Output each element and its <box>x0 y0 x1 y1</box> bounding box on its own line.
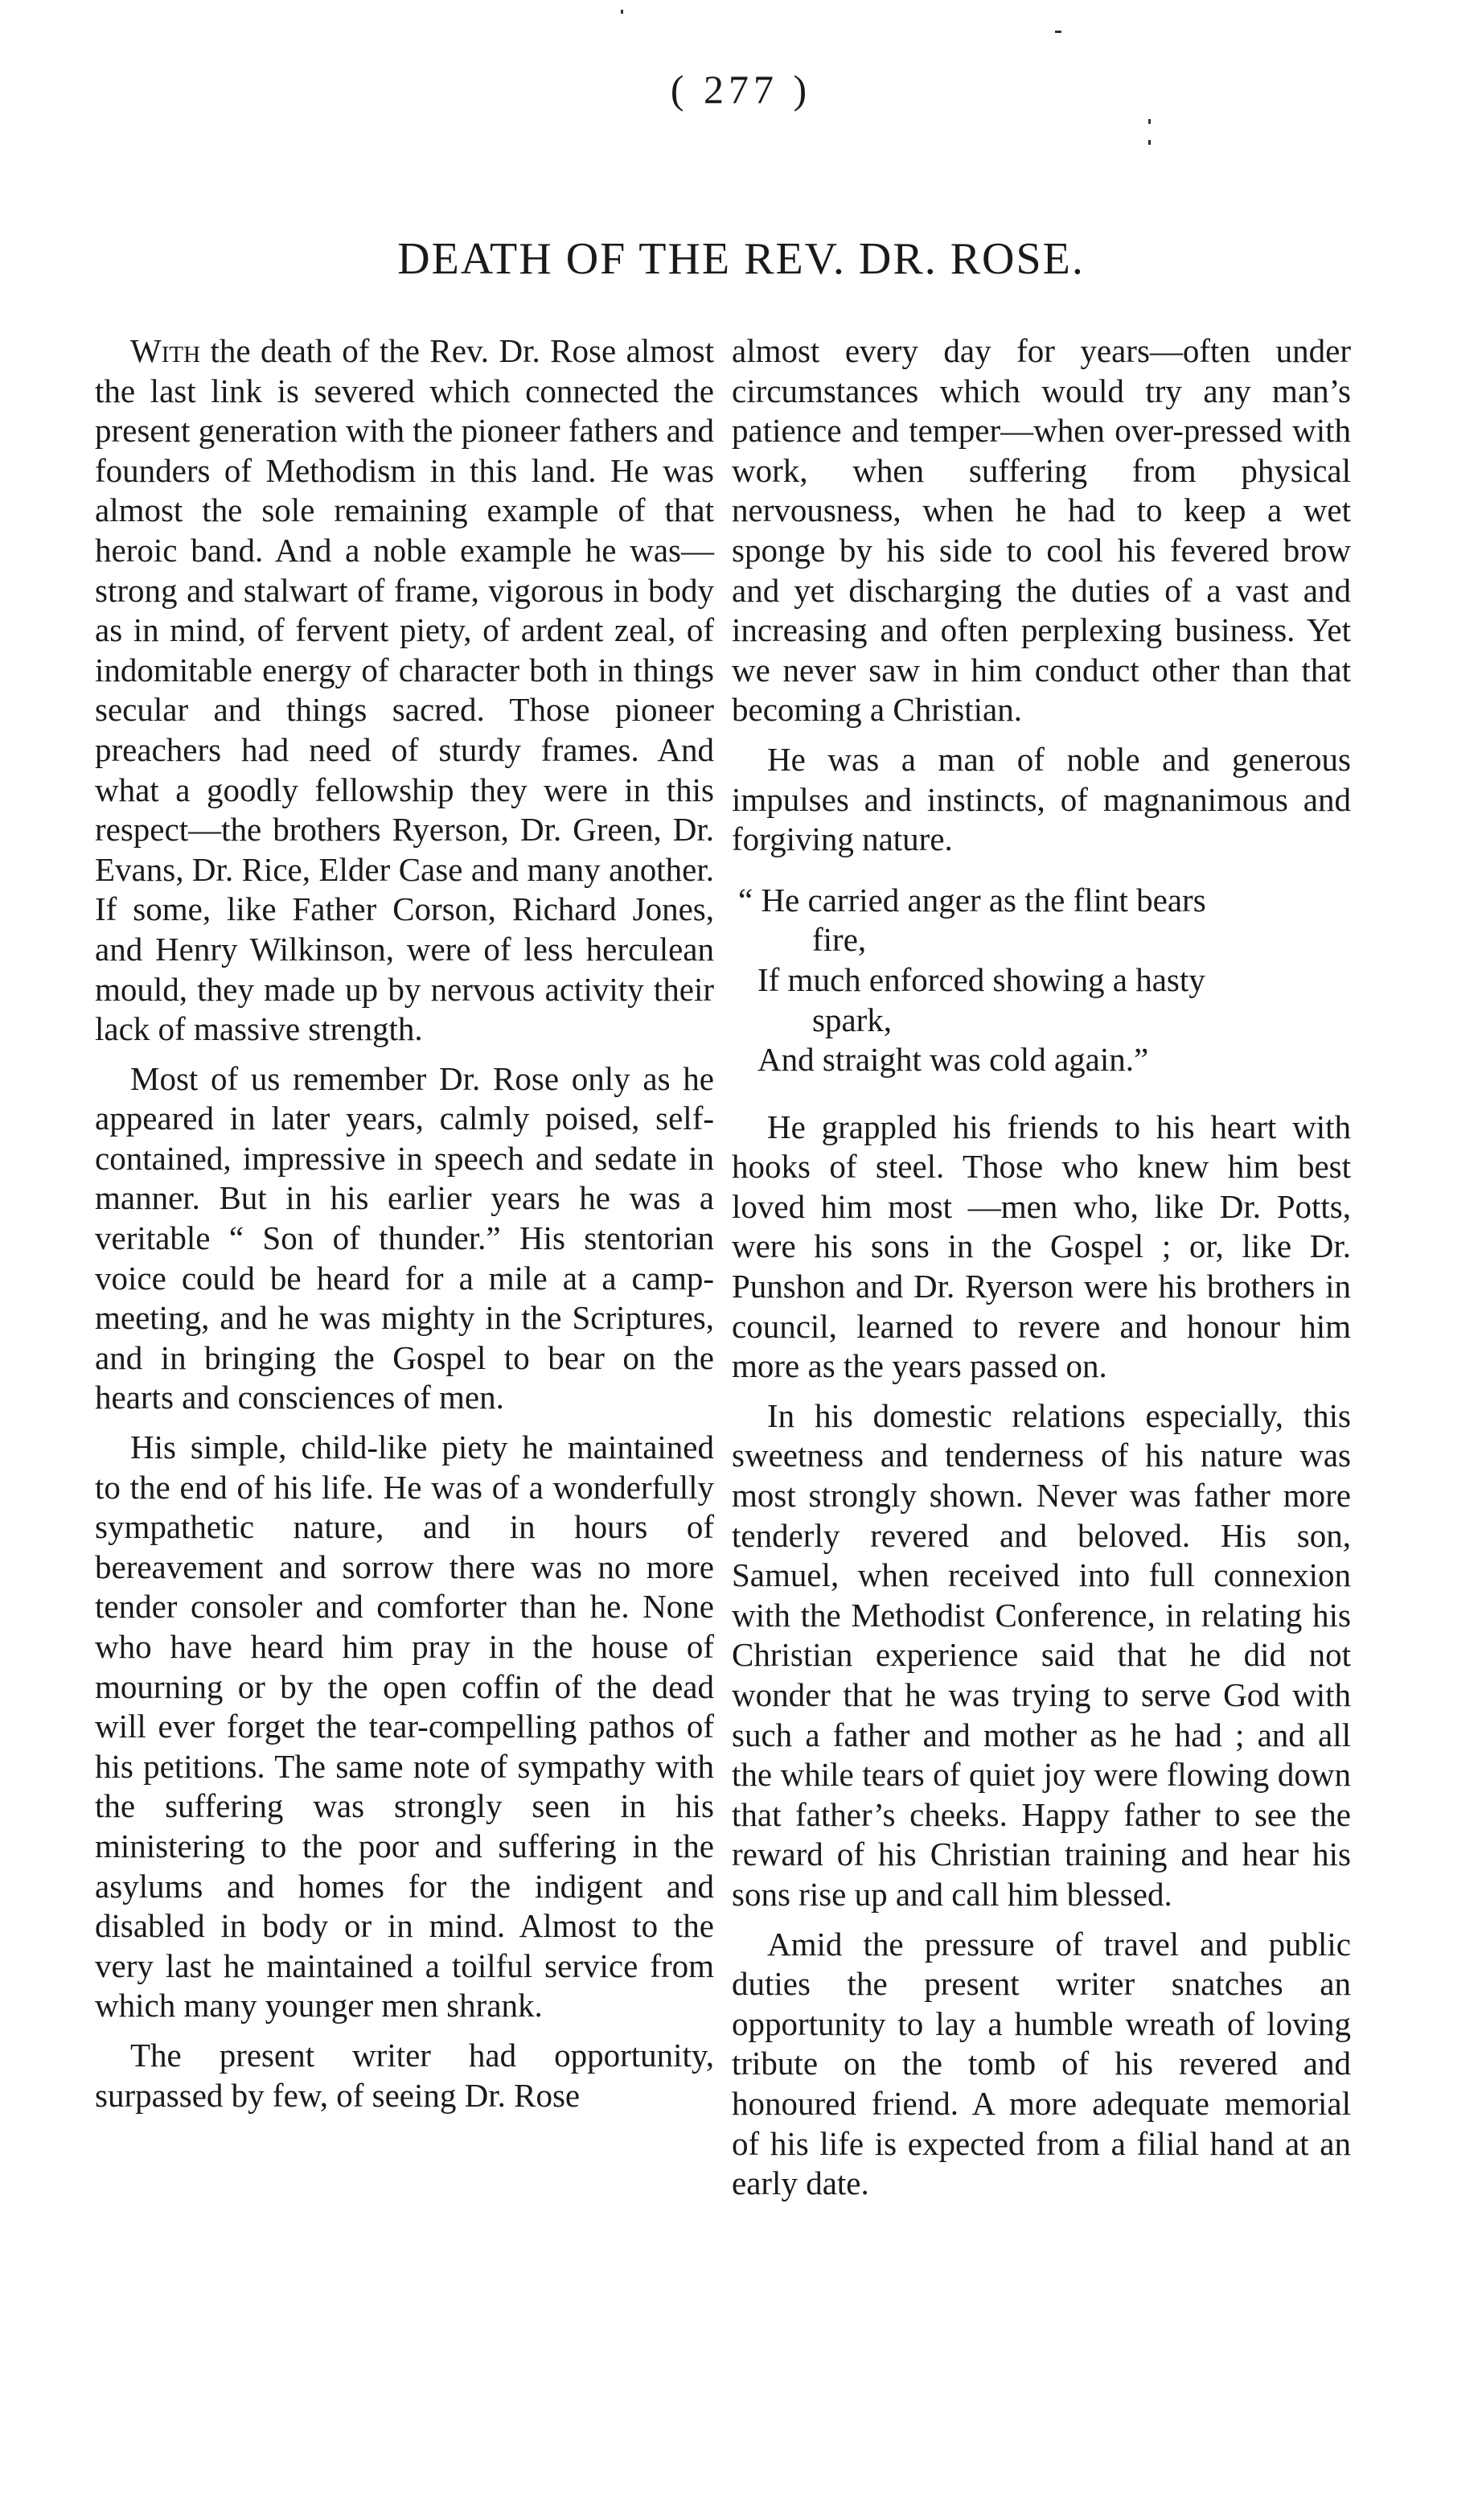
print-speck <box>1055 31 1061 33</box>
quote-line: And straight was cold again.” <box>757 1041 1149 1079</box>
paragraph: He grappled his friends to his heart with hooks of steel. Those who knew him best loved him most —men who, like Dr. Potts, were his sons in the Gospel ; or, like Dr. Punshon and Dr. Ryerson were his brothers in council, learned to revere and honour him more as the years passed on. <box>732 1108 1351 1385</box>
page-number: ( 277 ) <box>670 67 812 112</box>
quote-line: “ He carried anger as the flint bears <box>738 881 1206 919</box>
quote-line: spark, <box>812 1001 893 1038</box>
paragraph: almost every day for years—often under circumstances which would try any man’s patience and temper—when over-pressed with work, when suffering from physical nervousness, when he had to keep a wet sponge by his side to cool his fevered brow and yet discharging the duties of a vast and increasing and often perplexing business. Yet we never saw in him conduct other than that becoming a Christian. <box>732 332 1351 729</box>
print-speck <box>621 10 623 14</box>
right-column <box>732 331 1351 2204</box>
print-speck <box>1148 119 1151 124</box>
verse-quote <box>732 881 1351 1080</box>
paragraph: In his domestic relations especially, this sweetness and tenderness of his nature was most strongly shown. Never was father more tenderly revered and beloved. His son, Samuel, when received into full connexion with the Methodist Conference, in relating his Christian experience said that he did not wonder that he was trying to serve God with such a father and mother as he had ; and all the while tears of quiet joy were flowing down that father’s cheeks. Happy father to see the reward of his Christian training and hear his sons rise up and call him blessed. <box>732 1396 1351 1913</box>
print-speck <box>1148 140 1151 145</box>
paragraph: Most of us remember Dr. Rose only as he appeared in later years, calmly poised, self-contained, impressive in speech and sedate in manner. But in his earlier years he was a veritable “ Son of thunder.” His stentorian voice could be heard for a mile at a camp-meeting, and he was mighty in the Scriptures, and in bringing the Gospel to bear on the hearts and consciences of men. <box>95 1059 714 1416</box>
paragraph: The present writer had opportunity, surpassed by few, of seeing Dr. Rose <box>95 2036 714 2114</box>
paragraph: Amid the pressure of travel and public duties the present writer snatches an opportunity to lay a humble wreath of loving tribute on the tomb of his revered and honoured friend. A more adequate memorial of his life is expected from a filial hand at an early date. <box>732 1925 1351 2202</box>
drop-word: With <box>130 332 201 369</box>
paragraph <box>95 331 714 1050</box>
paragraph: He was a man of noble and generous impulses and instincts, of magnanimous and forgiving nature. <box>732 740 1351 858</box>
quote-line: If much enforced showing a hasty <box>757 960 1205 998</box>
paragraph: His simple, child-like piety he maintained to the end of his life. He was of a wonderfully sympathetic nature, and in hours of bereavement and sorrow there was no more tender consoler and comforter than he. None who have heard him pray in the house of mourning or by the open coffin of the dead will ever forget the tear-compelling pathos of his petitions. The same note of sympathy with the suffering was strongly seen in his ministering to the poor and suffering in the asylums and homes for the indigent and disabled in body or in mind. Almost to the very last he maintained a toilful service from which many younger men shrank. <box>95 1429 714 2025</box>
left-column <box>95 331 714 2115</box>
page-title: DEATH OF THE REV. DR. ROSE. <box>397 234 1085 284</box>
quote-line: fire, <box>812 921 867 959</box>
paragraph-text: the death of the Rev. Dr. Rose almost the last link is severed which connected the present generation with the pioneer fathers and founders of Methodism in this land. He was almost the sole remaining example of that heroic band. And a noble example he was—strong and stalwart of frame, vigorous in body as in mind, of fervent piety, of ardent zeal, of indomitable energy of character both in things secular and things sacred. Those pioneer preachers had need of sturdy frames. And what a goodly fellowship they were in this respect—the brothers Ryerson, Dr. Green, Dr. Evans, Dr. Rice, Elder Case and many another. If some, like Father Corson, Richard Jones, and Henry Wilkinson, were of less herculean mould, they made up by nervous activity their lack of massive strength. <box>95 332 714 1048</box>
